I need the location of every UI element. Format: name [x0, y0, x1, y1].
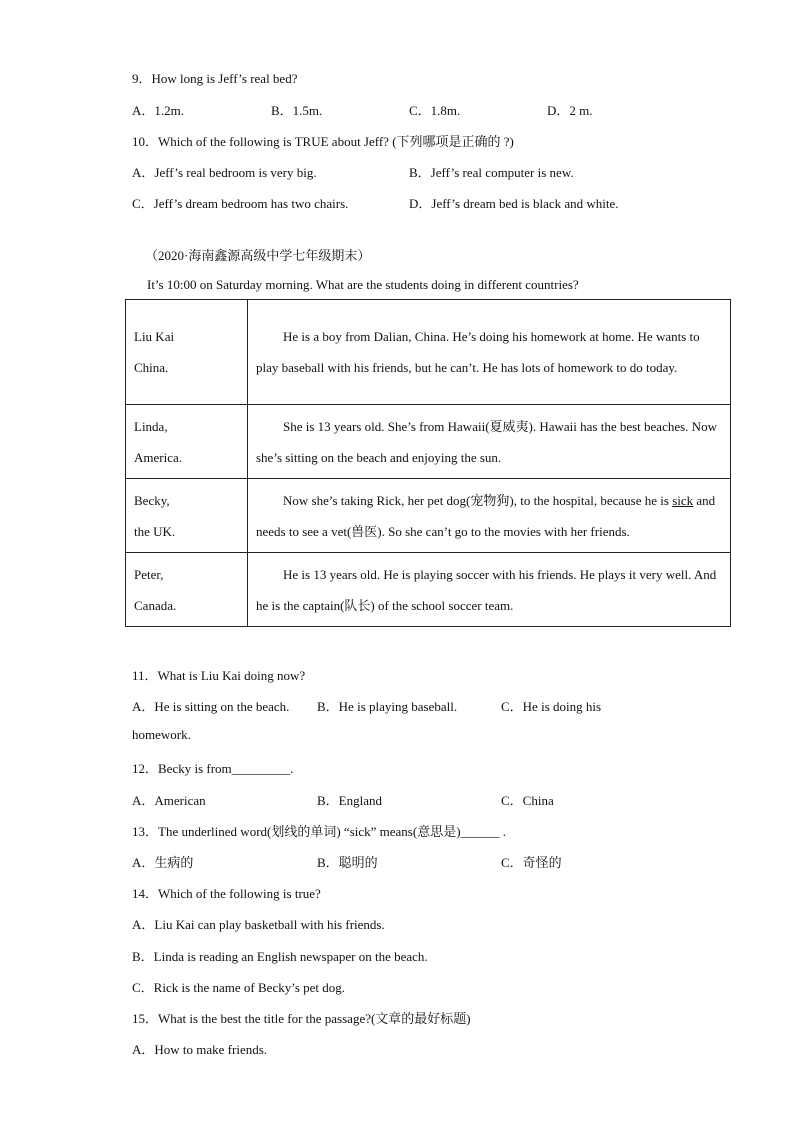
question-10: 10．Which of the following is TRUE about Jeff? (下列哪项是正确的 ?): [132, 134, 514, 149]
students-table: [125, 299, 731, 627]
q14-option-c[interactable]: C．Rick is the name of Becky’s pet dog.: [132, 980, 346, 995]
q13-option-b[interactable]: B．聪明的: [317, 855, 378, 870]
passage-intro: It’s 10:00 on Saturday morning. What are the students doing in different countries?: [147, 277, 579, 292]
row-description: She is 13 years old. She’s from Hawaii(夏威夷). Hawaii has the best beaches. Now she’s sitting on the beach and enjoying the sun.: [248, 405, 731, 479]
student-name: Peter,: [134, 566, 164, 582]
q11-option-c-continuation: homework.: [132, 727, 191, 742]
table-row: [126, 553, 731, 627]
q12-option-b[interactable]: B．England: [317, 793, 382, 808]
q11-option-b[interactable]: B．He is playing baseball.: [317, 699, 458, 714]
question-11: 11．What is Liu Kai doing now?: [132, 668, 306, 683]
question-9: 9．How long is Jeff’s real bed?: [132, 71, 298, 86]
desc-text-after: and needs to see a vet(兽医). So she can’t go to the movies with her friends.: [256, 492, 716, 539]
row-description: He is 13 years old. He is playing soccer with his friends. He plays it very well. And he is the captain(队长) of the school soccer team.: [248, 553, 731, 627]
q12-option-c[interactable]: C．China: [501, 793, 554, 808]
q10-option-b[interactable]: B．Jeff’s real computer is new.: [409, 165, 574, 180]
q11-option-a[interactable]: A．He is sitting on the beach.: [132, 699, 290, 714]
q9-option-a[interactable]: A．1.2m.: [132, 103, 185, 118]
row-place: [126, 479, 248, 553]
source-label: （2020·海南鑫源高级中学七年级期末）: [145, 248, 371, 263]
q9-option-d[interactable]: D．2 m.: [547, 103, 593, 118]
student-country: Canada.: [134, 597, 177, 613]
student-country: the UK.: [134, 523, 176, 539]
q15-option-a[interactable]: A．How to make friends.: [132, 1042, 268, 1057]
q11-option-c[interactable]: C．He is doing his: [501, 699, 602, 714]
q13-option-c[interactable]: C．奇怪的: [501, 855, 562, 870]
table-row: [126, 479, 731, 553]
student-name: Becky,: [134, 492, 170, 508]
row-place: [126, 405, 248, 479]
q14-option-a[interactable]: A．Liu Kai can play basketball with his friends.: [132, 917, 385, 932]
student-country: China.: [134, 360, 169, 375]
row-place: [126, 553, 248, 627]
question-15: 15．What is the best the title for the passage?(文章的最好标题): [132, 1011, 471, 1026]
q9-option-b[interactable]: B．1.5m.: [271, 103, 323, 118]
q10-option-a[interactable]: A．Jeff’s real bedroom is very big.: [132, 165, 317, 180]
table-row: [126, 405, 731, 479]
row-description: He is a boy from Dalian, China. He’s doing his homework at home. He wants to play baseball with his friends, but he can’t. He has lots of homework to do today.: [248, 300, 731, 405]
q14-option-b[interactable]: B．Linda is reading an English newspaper on the beach.: [132, 949, 428, 964]
row-description: [248, 479, 731, 553]
q12-option-a[interactable]: A．American: [132, 793, 206, 808]
student-name: Liu Kai: [134, 329, 175, 344]
row-place: [126, 300, 248, 405]
table-row: [126, 300, 731, 405]
question-14: 14．Which of the following is true?: [132, 886, 321, 901]
student-country: America.: [134, 449, 183, 465]
desc-text-before: Now she’s taking Rick, her pet dog(宠物狗), to the hospital, because he is: [283, 492, 673, 508]
student-name: Linda,: [134, 418, 168, 434]
q10-option-c[interactable]: C．Jeff’s dream bedroom has two chairs.: [132, 196, 349, 211]
q9-option-c[interactable]: C．1.8m.: [409, 103, 461, 118]
question-12: 12．Becky is from_________.: [132, 761, 294, 776]
q13-option-a[interactable]: A．生病的: [132, 855, 194, 870]
question-13: 13．The underlined word(划线的单词) “sick” means(意思是)______ .: [132, 824, 507, 839]
q10-option-d[interactable]: D．Jeff’s dream bed is black and white.: [409, 196, 619, 211]
underlined-word-sick: sick: [672, 492, 694, 508]
